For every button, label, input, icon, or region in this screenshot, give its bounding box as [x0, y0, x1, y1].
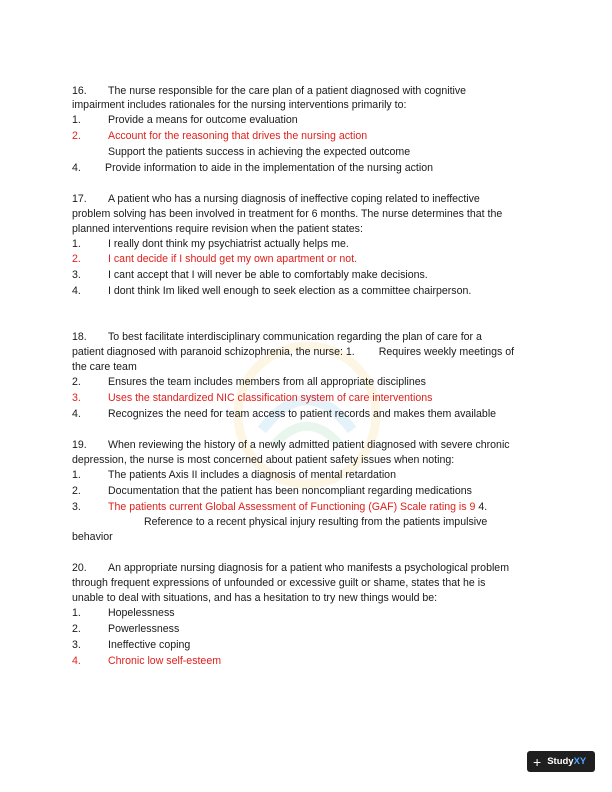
q19-option-1: 1. The patients Axis II includes a diagnosis of mental retardation — [72, 469, 396, 481]
q18-option-3-answer: 3. Uses the standardized NIC classification system of care interventions — [72, 392, 433, 404]
plus-icon: + — [533, 753, 542, 770]
q17-option-2-answer: 2. I cant decide if I should get my own apartment or not. — [72, 253, 358, 265]
badge-label-suffix: XY — [573, 756, 587, 767]
q20-option-4-answer: 4. Chronic low self-esteem — [72, 655, 222, 667]
studyxy-badge[interactable] — [527, 751, 595, 772]
q18-stem-line-1: 18. To best facilitate interdisciplinary communication regarding the plan of care for a — [72, 331, 482, 343]
q17-stem-line-3: planned interventions require revision when the patient states: — [72, 223, 363, 235]
q17-option-4: 4. I dont think Im liked well enough to seek election as a committee chairperson. — [72, 285, 472, 297]
q16-option-4: 4. Provide information to aide in the implementation of the nursing action — [72, 162, 434, 174]
q19-option-2: 2. Documentation that the patient has been noncompliant regarding medications — [72, 485, 472, 497]
q17-option-1: 1. I really dont think my psychiatrist actually helps me. — [72, 238, 349, 250]
q16-option-1: 1. Provide a means for outcome evaluation — [72, 114, 298, 126]
q18-stem-line-3: the care team — [72, 361, 137, 373]
q18-option-2: 2. Ensures the team includes members from all appropriate disciplines — [72, 376, 426, 388]
q19-stem-line-2: depression, the nurse is most concerned about patient safety issues when noting: — [72, 454, 455, 466]
q17-stem-line-1: 17. A patient who has a nursing diagnosis of ineffective coping related to ineffective — [72, 193, 480, 205]
q20-stem-line-3: unable to deal with situations, and has a hesitation to try new things would be: — [72, 592, 438, 604]
q19-stem-line-1: 19. When reviewing the history of a newly admitted patient diagnosed with severe chronic — [72, 439, 510, 451]
q20-option-2: 2. Powerlessness — [72, 623, 180, 635]
q20-option-3: 3. Ineffective coping — [72, 639, 191, 651]
q19-option-3-answer: 3. The patients current Global Assessment of Functioning (GAF) Scale rating is 9 4. — [72, 501, 488, 513]
q17-stem-line-2: problem solving has been involved in treatment for 6 months. The nurse determines that the — [72, 208, 503, 220]
q16-stem-line-2: impairment includes rationales for the nursing interventions primarily to: — [72, 99, 407, 111]
q20-stem-line-1: 20. An appropriate nursing diagnosis for a patient who manifests a psychological problem — [72, 562, 510, 574]
badge-label-prefix: Study — [547, 756, 574, 767]
q20-stem-line-2: through frequent expressions of unfounded or excessive guilt or shame, states that he is — [72, 577, 486, 589]
q19-option-4-line-2: behavior — [72, 531, 113, 543]
q18-stem-line-2: patient diagnosed with paranoid schizophrenia, the nurse: 1. Requires weekly meetings of — [72, 346, 515, 358]
q16-option-3: Support the patients success in achieving the expected outcome — [108, 146, 411, 158]
q18-option-4: 4. Recognizes the need for team access to patient records and makes them available — [72, 408, 497, 420]
q16-option-2-answer: 2. Account for the reasoning that drives the nursing action — [72, 130, 368, 142]
q19-option-4-line-1: Reference to a recent physical injury resulting from the patients impulsive — [144, 516, 488, 528]
q20-option-1: 1. Hopelessness — [72, 607, 175, 619]
q17-option-3: 3. I cant accept that I will never be able to comfortably make decisions. — [72, 269, 428, 281]
q16-stem-line-1: 16. The nurse responsible for the care plan of a patient diagnosed with cognitive — [72, 85, 467, 97]
